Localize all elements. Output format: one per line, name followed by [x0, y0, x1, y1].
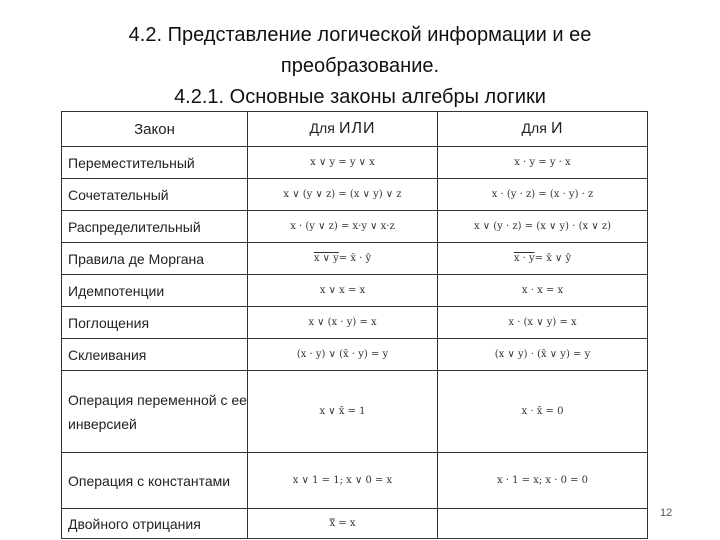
title-line-3: 4.2.1. Основные законы алгебры логики	[174, 86, 546, 108]
formula-and-negated: x · y	[513, 253, 535, 264]
formula-or: x ∨ x̄ = 1	[248, 371, 438, 453]
formula-or: x̿ = x	[248, 509, 438, 539]
formula-and-rhs: = x̄ ∨ ȳ	[534, 253, 572, 264]
header-or-op: ИЛИ	[338, 120, 376, 137]
header-law: Закон	[62, 112, 248, 147]
law-name: Склеивания	[62, 339, 248, 371]
table-row	[62, 509, 648, 539]
table-row	[62, 307, 648, 339]
table-row	[62, 371, 648, 453]
table-row	[62, 179, 648, 211]
formula-or: x ∨ y = y ∨ x	[248, 147, 438, 179]
formula-and: x · y = y · x	[438, 147, 648, 179]
formula-or: x · (y ∨ z) = x·y ∨ x·z	[248, 211, 438, 243]
title-line-2: преобразование.	[280, 55, 440, 77]
table-row	[62, 211, 648, 243]
table-row	[62, 147, 648, 179]
law-name: Операция переменной с ее инверсией	[62, 371, 248, 453]
formula-or: (x · y) ∨ (x̄ · y) = y	[248, 339, 438, 371]
table-row	[62, 453, 648, 509]
table-row	[62, 243, 648, 275]
page-title	[60, 20, 660, 113]
header-or-prefix: Для	[309, 120, 335, 136]
law-name: Распределительный	[62, 211, 248, 243]
law-name: Правила де Моргана	[62, 243, 248, 275]
law-name: Идемпотенции	[62, 275, 248, 307]
page-number: 12	[660, 507, 673, 519]
formula-or: x ∨ x = x	[248, 275, 438, 307]
formula-or: x ∨ (y ∨ z) = (x ∨ y) ∨ z	[248, 179, 438, 211]
formula-and: x · (y · z) = (x · y) · z	[438, 179, 648, 211]
formula-or: x ∨ 1 = 1; x ∨ 0 = x	[248, 453, 438, 509]
formula-or-negated: x ∨ y	[313, 253, 339, 264]
formula-and: x · (x ∨ y) = x	[438, 307, 648, 339]
header-and-prefix: Для	[521, 120, 547, 136]
formula-and: x · 1 = x; x · 0 = 0	[438, 453, 648, 509]
law-name: Сочетательный	[62, 179, 248, 211]
law-name: Поглощения	[62, 307, 248, 339]
law-name: Операция с константами	[62, 453, 248, 509]
formula-and	[438, 509, 648, 539]
law-name: Двойного отрицания	[62, 509, 248, 539]
header-and-op: И	[550, 120, 564, 137]
formula-or-rhs: = x̄ · ȳ	[338, 253, 372, 264]
formula-or: x ∨ (x · y) = x	[248, 307, 438, 339]
table-row	[62, 339, 648, 371]
formula-and: x · x = x	[438, 275, 648, 307]
law-name: Переместительный	[62, 147, 248, 179]
laws-table	[61, 111, 648, 539]
formula-and: (x ∨ y) · (x̄ ∨ y) = y	[438, 339, 648, 371]
table-header-row	[62, 112, 648, 147]
formula-and: x · x̄ = 0	[438, 371, 648, 453]
table-row	[62, 275, 648, 307]
title-line-1: 4.2. Представление логической информации и ее	[128, 24, 592, 46]
header-and	[438, 112, 648, 147]
header-or	[248, 112, 438, 147]
formula-and	[438, 243, 648, 275]
formula-and: x ∨ (y · z) = (x ∨ y) · (x ∨ z)	[438, 211, 648, 243]
formula-or	[248, 243, 438, 275]
